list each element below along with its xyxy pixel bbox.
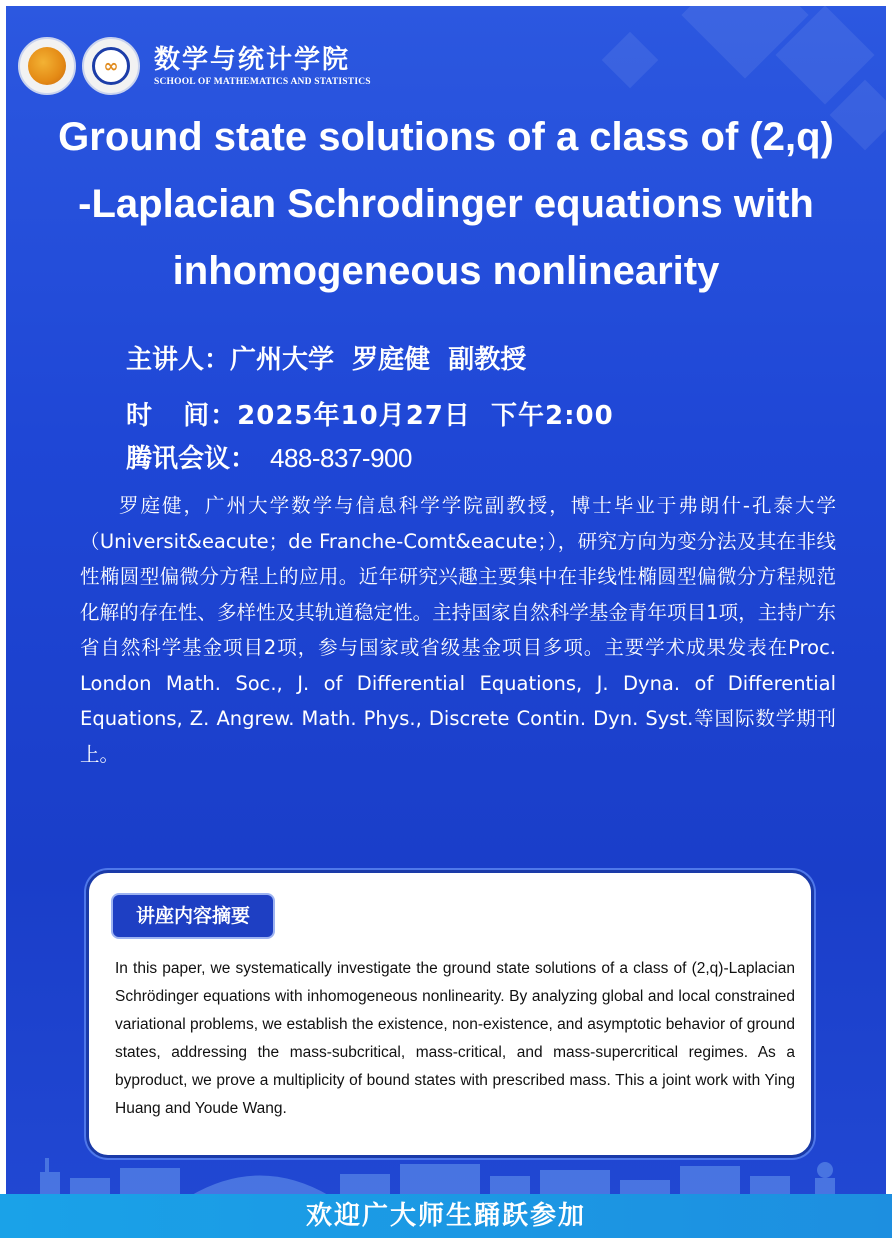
bio-text: 罗庭健，广州大学数学与信息科学学院副教授，博士毕业于弗朗什-孔泰大学（Universit&eacute；de Franche-Comt&eacute；），研究方向为变分法及其在非线性椭圆型偏微分方程上的应用。近年研究兴趣主要集中在非线性椭圆型偏微分方程规范化解的存在性、多样性及其轨道稳定性。主持国家自然科学基金青年项目1项，主持广东省自然科学基金项目2项，参与国家或省级基金项目多项。主要学术成果发表在Proc. London Math. Soc., J. of Differential Equations, J. Dyna. of Differential Equations, Z. Angrew. Math. Phys., Discrete Contin. Dyn. Syst.等国际数学期刊上。	[80, 494, 836, 766]
speaker-value: 广州大学 罗庭健 副教授	[230, 345, 527, 375]
abstract-text: In this paper, we systematically investigate the ground state solutions of a class of (2,q)-Laplacian Schrödinger equations with inhomogeneous nonlinearity. By analyzing global and local constrained variational problems, we establish the existence, non-existence, and asymptotic behavior of ground states, addressing the mass-subcritical, mass-critical, and mass-supercritical regimes. As a byproduct, we prove a multiplicity of bound states with prescribed mass. This a joint work with Ying Huang and Youde Wang.	[115, 960, 795, 1117]
footer-banner: 欢迎广大师生踊跃参加	[0, 1194, 892, 1238]
meeting-row	[126, 438, 614, 480]
decor-diamond	[602, 32, 659, 89]
frame-bottom	[0, 1238, 892, 1245]
title-line: Ground state solutions of a class of (2,q)	[58, 115, 834, 159]
university-seal-icon	[18, 37, 76, 95]
time-value: 2025年10月27日 下午2:00	[237, 401, 614, 431]
header	[18, 36, 371, 96]
title-line: -Laplacian Schrodinger equations with	[78, 182, 814, 226]
abstract-tag: 讲座内容摘要	[113, 895, 273, 937]
title-line: inhomogeneous nonlinearity	[172, 249, 720, 293]
meeting-label: 腾讯会议：	[126, 444, 257, 474]
lecture-info	[126, 340, 614, 480]
time-label: 时 间：	[126, 401, 238, 431]
school-emblem-icon: ∞	[82, 37, 140, 95]
school-name-en: SCHOOL OF MATHEMATICS AND STATISTICS	[154, 77, 371, 87]
frame-right	[886, 0, 892, 1245]
lecture-title	[20, 104, 872, 305]
abstract-card	[86, 870, 814, 1158]
time-row	[126, 396, 614, 438]
speaker-label: 主讲人：	[126, 345, 231, 375]
frame-left	[0, 0, 6, 1245]
school-name-cn: 数学与统计学院	[154, 45, 351, 75]
school-name	[154, 45, 371, 87]
speaker-bio	[80, 488, 836, 772]
meeting-id: 488-837-900	[270, 443, 412, 473]
campus-skyline-icon	[0, 1150, 892, 1196]
speaker-row	[126, 340, 614, 382]
